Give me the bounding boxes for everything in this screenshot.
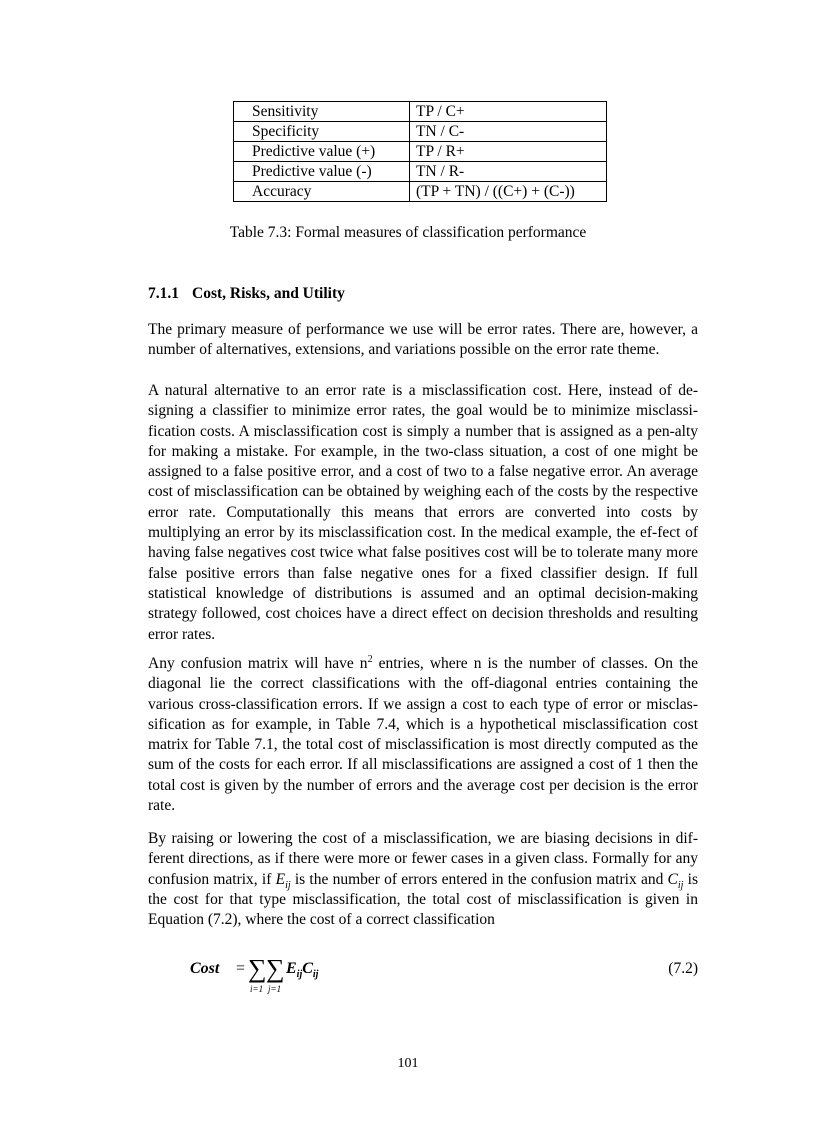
measure-cell: Predictive value (-)	[234, 162, 410, 182]
superscript: 2	[367, 653, 373, 665]
measure-cell: Sensitivity	[234, 102, 410, 122]
subscript: ij	[677, 879, 684, 891]
formula-cell: TN / R-	[410, 162, 607, 182]
paragraph-4	[148, 829, 698, 930]
symbol-C: C	[667, 870, 678, 888]
formula-cell: TN / C-	[410, 122, 607, 142]
paragraph-3-text-b: entries, where n is the number of classes. On the diagonal lie the correct classifications with the off-diagonal entries containing the various cross-classification errors. If we assign a cost to each type of error or misclas-sification as for example, in Table 7.4, which is a hypothetical misclassification cost matrix for Table 7.1, the total cost of misclassification is most directly computed as the sum of the costs for each error. If all misclassifications are assigned a cost of 1 then the total cost is given by the number of errors and the average cost per decision is the error rate.	[148, 655, 698, 815]
paragraph-3-text-a: Any confusion matrix will have n	[148, 655, 368, 672]
term-C-sub: ij	[312, 969, 319, 981]
sum-symbol-j: ∑	[266, 954, 285, 983]
section-title: Cost, Risks, and Utility	[192, 285, 345, 302]
paragraph-1: The primary measure of performance we use will be error rates. There are, however, a number of alternatives, extensions, and variations possible on the error rate theme.	[148, 321, 698, 359]
equation-term	[286, 960, 318, 980]
term-E-sub: ij	[296, 969, 303, 981]
measure-cell: Accuracy	[234, 182, 410, 202]
table-caption: Table 7.3: Formal measures of classification performance	[229, 224, 587, 241]
table-row	[234, 122, 607, 142]
cost-equation	[190, 954, 698, 1000]
term-C: C	[302, 960, 313, 977]
paragraph-4-text-c: is the cost for that type misclassification, the total cost of misclassification is given in Equation (7.2), where the cost of a correct classification	[148, 870, 699, 929]
section-number: 7.1.1	[148, 285, 179, 302]
symbol-E: E	[275, 870, 286, 888]
subscript: ij	[285, 879, 291, 891]
formula-cell: TP / C+	[410, 102, 607, 122]
page-number: 101	[397, 1056, 419, 1071]
section-heading	[148, 285, 345, 303]
measure-cell: Specificity	[234, 122, 410, 142]
equation-lhs: Cost	[190, 960, 220, 977]
table-row	[234, 182, 607, 202]
sum-limit-i: i=1	[250, 984, 264, 994]
measure-cell: Predictive value (+)	[234, 142, 410, 162]
formula-cell: (TP + TN) / ((C+) + (C-))	[410, 182, 607, 202]
sum-limit-j: j=1	[268, 984, 282, 994]
formula-cell: TP / R+	[410, 142, 607, 162]
sum-symbol-i: ∑	[248, 954, 267, 983]
term-E: E	[286, 960, 297, 977]
table-row	[234, 162, 607, 182]
equals-sign: =	[236, 960, 246, 977]
table-row	[234, 102, 607, 122]
paragraph-4-text-a: By raising or lowering the cost of a misclassification, we are biasing decisions in dif-ferent directions, as if there were more or fewer cases in a given class. Formally for any confusion matrix, if	[148, 830, 698, 888]
paragraph-3	[148, 654, 698, 816]
paragraph-2: A natural alternative to an error rate is a misclassification cost. Here, instead of de-signing a classifier to minimize error rates, the goal would be to minimize misclassi-fication costs. A misclassification cost is simply a number that is assigned as a pen-alty for making a mistake. For example, in the two-class situation, a cost of one might be assigned to a false positive error, and a cost of two to a false negative error. An average cost of misclassification can be obtained by weighing each of the costs by the respective error rate. Computationally this means that errors are converted into costs by multiplying an error by its misclassification cost. In the medical example, the ef-fect of having false negatives cost twice what false positives cost will be to tolerate many more false positive errors than false negative ones for a fixed classifier design. If full statistical knowledge of distributions is assumed and an optimal decision-making strategy followed, cost choices have a direct effect on decision thresholds and resulting error rates.	[148, 382, 698, 643]
equation-number: (7.2)	[668, 960, 698, 977]
table-row	[234, 142, 607, 162]
performance-measures-table	[233, 101, 607, 202]
paragraph-4-text-b: is the number of errors entered in the confusion matrix and	[290, 870, 668, 888]
